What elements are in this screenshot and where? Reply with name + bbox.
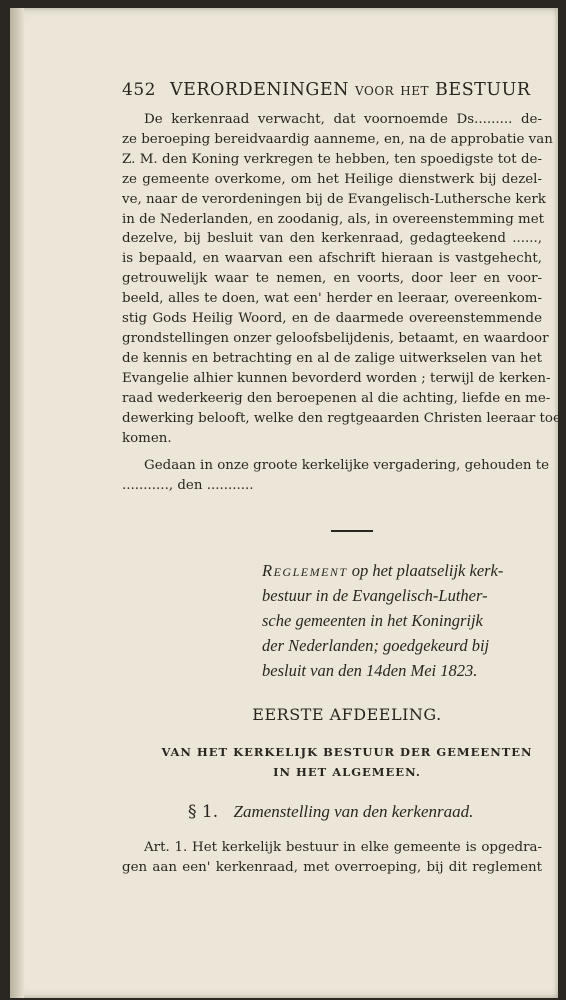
paragraph-gedaan [122,456,550,496]
text-line: Gedaan in onze groote kerkelijke vergadering, gehouden te [144,458,550,474]
text-line: komen. [122,430,172,446]
text-line: raad wederkeerig den beroepenen al die achting, liefde en me- [122,390,551,406]
reglement-line: bestuur in de Evangelisch-Luther- [262,586,488,606]
text-line: Evangelie alhier kunnen bevorderd worden ; terwijl de kerken- [122,370,551,386]
section-title: Zamenstelling van den kerkenraad. [233,802,474,822]
reglement-line: op het plaatselijk kerk- [351,561,504,581]
paragraph-beroeping [122,110,566,448]
afdeeling-subtitle-line: VAN HET KERKELIJK BESTUUR DER GEMEENTEN [161,745,533,760]
text-line: ..........., den ........... [122,478,254,494]
reglement-heading [262,558,542,683]
text-line: ve, naar de verordeningen bij de Evangelisch-Luthersche kerk [122,191,546,207]
running-header [122,80,542,100]
text-line: getrouwelijk waar te nemen, en voorts, door leer en voor- [122,271,542,287]
reglement-line: sche gemeenten in het Koningrijk [262,611,483,631]
afdeeling-subtitle-line: IN HET ALGEMEEN. [273,765,421,780]
reglement-line: besluit van den 14den Mei 1823. [262,661,478,681]
text-line: in de Nederlanden, en zoodanig, als, in overeenstemming met [122,211,545,227]
text-line: gen aan een' kerkenraad, met overroeping, bij dit reglement [122,860,542,876]
afdeeling-subtitle [152,742,542,782]
section-heading [188,802,542,822]
section-symbol: § 1. [188,802,219,823]
article-1 [122,838,542,878]
text-line: dewerking belooft, welke den regtgeaarden Christen leeraar toe- [122,410,566,426]
text-line: dezelve, bij besluit van den kerkenraad, gedagteekend ......, [122,231,542,247]
text-line: grondstellingen onzer geloofsbelijdenis, betaamt, en waardoor [122,330,549,346]
text-line: beeld, alles te doen, wat een' herder en leeraar, overeenkom- [122,291,542,307]
reglement-line: der Nederlanden; goedgekeurd bij [262,636,490,656]
text-line: ze gemeente overkome, om het Heilige dienstwerk bij dezel- [122,171,542,187]
page-content [122,80,566,878]
reglement-label: Reglement [262,561,348,581]
text-line: Art. 1. Het kerkelijk bestuur in elke gemeente is opgedra- [144,840,542,856]
text-line: Z. M. den Koning verkregen te hebben, ten spoedigste tot de- [122,151,542,167]
afdeeling-title: EERSTE AFDEELING. [252,705,442,725]
section-divider [331,530,373,532]
text-line: is bepaald, en waarvan een afschrift hieraan is vastgehecht, [122,251,542,267]
text-line: ze beroeping bereidvaardig aanneme, en, na de approbatie van [122,131,553,147]
text-line: de kennis en betrachting en al de zalige uitwerkselen van het [122,350,542,366]
page-number: 452 [122,80,156,100]
text-line: De kerkenraad verwacht, dat voornoemde Ds......... de- [144,112,542,127]
page-gutter [10,8,24,998]
text-line: stig Gods Heilig Woord, en de daarmede overeenstemmende [122,311,542,327]
running-title: VERORDENINGEN voor het BESTUUR [169,80,531,100]
